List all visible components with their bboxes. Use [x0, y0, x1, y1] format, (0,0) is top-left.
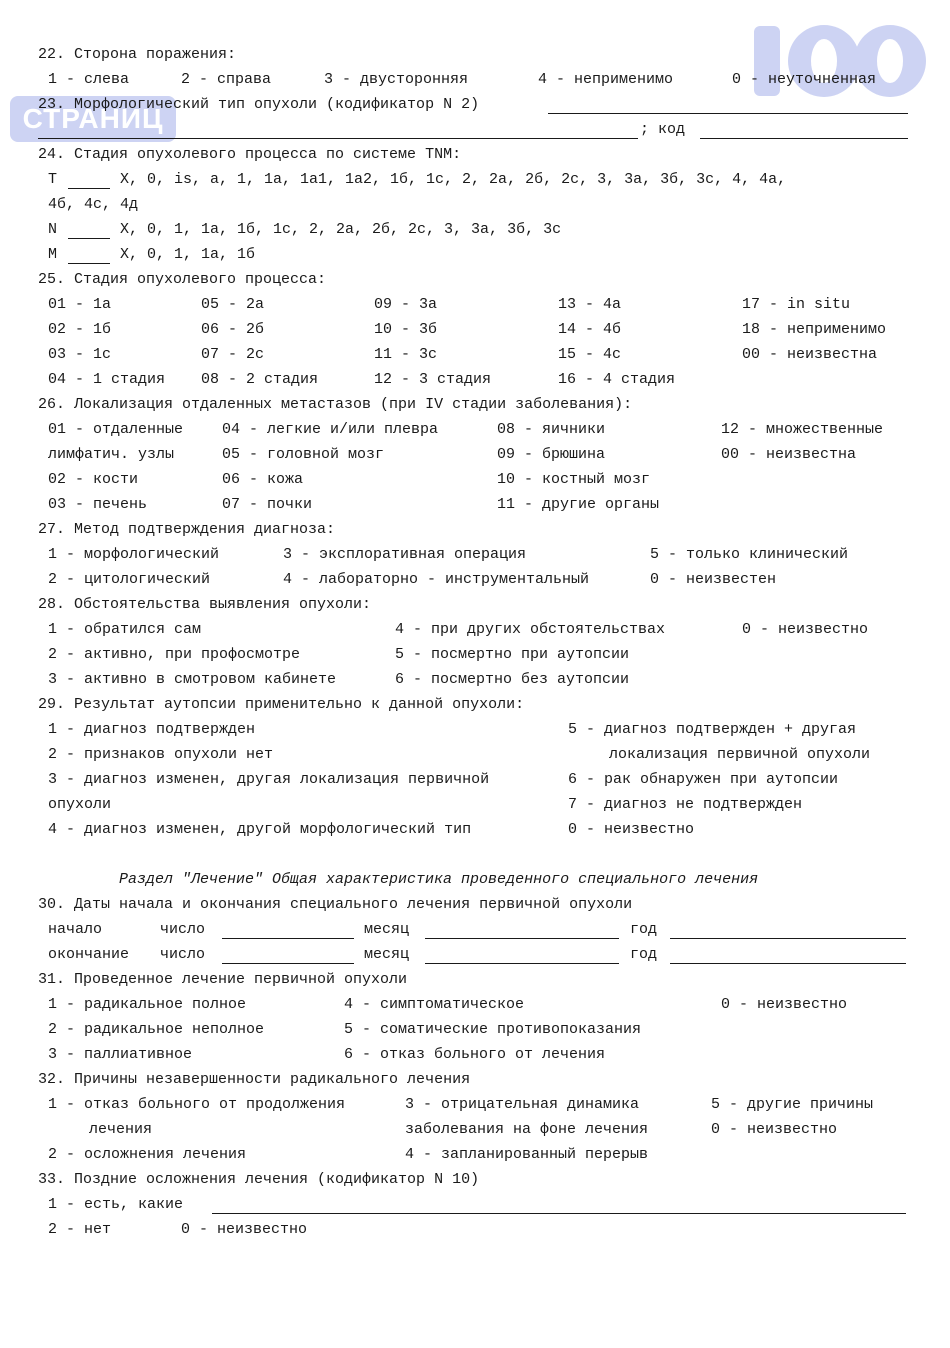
- s29-option: 2 - признаков опухоли нет: [48, 746, 274, 763]
- s22-option: 0 - неуточненная: [732, 71, 877, 88]
- s26-option: 00 - неизвестна: [721, 446, 857, 463]
- s22-option: 2 - справа: [181, 71, 272, 88]
- s22-title: 22. Сторона поражения:: [38, 46, 237, 63]
- s25-option: 17 - in situ: [742, 296, 851, 313]
- s24-t-values: X, 0, is, a, 1, 1a, 1a1, 1a2, 1б, 1c, 2, 2a, 2б, 2c, 3, 3a, 3б, 3c, 4, 4a,: [120, 171, 787, 188]
- s26-option: 05 - головной мозг: [222, 446, 385, 463]
- s27-option: 2 - цитологический: [48, 571, 211, 588]
- s25-option: 16 - 4 стадия: [558, 371, 676, 388]
- s23-type-field[interactable]: [548, 113, 908, 114]
- s22-option: 1 - слева: [48, 71, 130, 88]
- s25-option: 09 - 3a: [374, 296, 438, 313]
- s24-title: 24. Стадия опухолевого процесса по системе TNM:: [38, 146, 462, 163]
- logo-text: СТРАНИЦ: [22, 103, 164, 134]
- s28-option: 1 - обратился сам: [48, 621, 202, 638]
- s29-option: опухоли: [48, 796, 112, 813]
- s30-start-day-field[interactable]: [222, 938, 354, 939]
- s33-yes: 1 - есть, какие: [48, 1196, 184, 1213]
- s23-title: 23. Морфологический тип опухоли (кодификатор N 2): [38, 96, 480, 113]
- s24-m-field[interactable]: [68, 263, 110, 264]
- s26-option: 09 - брюшина: [497, 446, 606, 463]
- s25-title: 25. Стадия опухолевого процесса:: [38, 271, 327, 288]
- s32-option: 0 - неизвестно: [711, 1121, 838, 1138]
- s33-no: 2 - нет: [48, 1221, 112, 1238]
- s29-option: 6 - рак обнаружен при аутопсии: [568, 771, 839, 788]
- s30-end-label: окончание: [48, 946, 130, 963]
- s26-option: 02 - кости: [48, 471, 139, 488]
- s31-option: 3 - паллиативное: [48, 1046, 193, 1063]
- s29-option: 7 - диагноз не подтвержден: [568, 796, 803, 813]
- s27-option: 0 - неизвестен: [650, 571, 777, 588]
- s30-day-label: число: [160, 921, 206, 938]
- s25-option: 04 - 1 стадия: [48, 371, 166, 388]
- s24-m-label: M: [48, 246, 58, 263]
- s25-option: 05 - 2a: [201, 296, 265, 313]
- s30-month-label: месяц: [364, 946, 410, 963]
- s32-option: заболевания на фоне лечения: [405, 1121, 649, 1138]
- s26-option: 04 - легкие и/или плевра: [222, 421, 439, 438]
- s25-option: 13 - 4a: [558, 296, 622, 313]
- s30-end-day-field[interactable]: [222, 963, 354, 964]
- s24-m-values: X, 0, 1, 1a, 1б: [120, 246, 256, 263]
- s23-code-field[interactable]: [700, 138, 908, 139]
- s32-title: 32. Причины незавершенности радикального лечения: [38, 1071, 471, 1088]
- s32-option: 2 - осложнения лечения: [48, 1146, 247, 1163]
- s28-option: 6 - посмертно без аутопсии: [395, 671, 630, 688]
- s28-option: 5 - посмертно при аутопсии: [395, 646, 630, 663]
- s25-option: 01 - 1a: [48, 296, 112, 313]
- s26-option: 01 - отдаленные: [48, 421, 184, 438]
- s31-title: 31. Проведенное лечение первичной опухоли: [38, 971, 408, 988]
- s32-option: 5 - другие причины: [711, 1096, 874, 1113]
- s33-details-field[interactable]: [212, 1213, 906, 1214]
- s31-option: 6 - отказ больного от лечения: [344, 1046, 606, 1063]
- s29-title: 29. Результат аутопсии применительно к данной опухоли:: [38, 696, 525, 713]
- s30-month-label: месяц: [364, 921, 410, 938]
- s27-title: 27. Метод подтверждения диагноза:: [38, 521, 336, 538]
- s25-option: 14 - 4б: [558, 321, 622, 338]
- s25-option: 08 - 2 стадия: [201, 371, 319, 388]
- s25-option: 00 - неизвестна: [742, 346, 878, 363]
- s28-option: 4 - при других обстоятельствах: [395, 621, 666, 638]
- s26-option: 03 - печень: [48, 496, 148, 513]
- s29-option: 4 - диагноз изменен, другой морфологический тип: [48, 821, 472, 838]
- s26-option: лимфатич. узлы: [48, 446, 175, 463]
- s24-n-values: X, 0, 1, 1a, 1б, 1c, 2, 2a, 2б, 2c, 3, 3a, 3б, 3c: [120, 221, 562, 238]
- s23-type-field-line2[interactable]: [38, 138, 638, 139]
- s31-option: 4 - симптоматическое: [344, 996, 525, 1013]
- s32-option: 3 - отрицательная динамика: [405, 1096, 640, 1113]
- s29-option: локализация первичной опухоли: [609, 746, 871, 763]
- s24-t-field[interactable]: [68, 188, 110, 189]
- s32-option: лечения: [89, 1121, 153, 1138]
- s30-title: 30. Даты начала и окончания специального лечения первичной опухоли: [38, 896, 633, 913]
- s30-end-month-field[interactable]: [425, 963, 619, 964]
- s25-option: 06 - 2б: [201, 321, 265, 338]
- s33-unknown: 0 - неизвестно: [181, 1221, 308, 1238]
- s27-option: 1 - морфологический: [48, 546, 220, 563]
- s28-title: 28. Обстоятельства выявления опухоли:: [38, 596, 372, 613]
- s25-option: 03 - 1c: [48, 346, 112, 363]
- s27-option: 5 - только клинический: [650, 546, 849, 563]
- s31-option: 2 - радикальное неполное: [48, 1021, 265, 1038]
- s30-day-label: число: [160, 946, 206, 963]
- s24-n-field[interactable]: [68, 238, 110, 239]
- s29-option: 1 - диагноз подтвержден: [48, 721, 256, 738]
- s30-year-label: год: [630, 946, 658, 963]
- s27-option: 4 - лабораторно - инструментальный: [283, 571, 590, 588]
- section-heading: Раздел "Лечение" Общая характеристика проведенного специального лечения: [119, 871, 759, 888]
- s22-option: 4 - неприменимо: [538, 71, 674, 88]
- s29-option: 5 - диагноз подтвержден + другая: [568, 721, 857, 738]
- s33-title: 33. Поздние осложнения лечения (кодификатор N 10): [38, 1171, 480, 1188]
- s30-start-label: начало: [48, 921, 103, 938]
- s29-option: 3 - диагноз изменен, другая локализация первичной: [48, 771, 490, 788]
- s25-option: 15 - 4c: [558, 346, 622, 363]
- s26-option: 12 - множественные: [721, 421, 884, 438]
- s26-option: 07 - почки: [222, 496, 313, 513]
- s31-option: 1 - радикальное полное: [48, 996, 247, 1013]
- s25-option: 12 - 3 стадия: [374, 371, 492, 388]
- s26-option: 08 - яичники: [497, 421, 606, 438]
- s22-option: 3 - двусторонняя: [324, 71, 469, 88]
- s26-option: 10 - костный мозг: [497, 471, 651, 488]
- s27-option: 3 - эксплоративная операция: [283, 546, 527, 563]
- s23-code-label: ; код: [640, 121, 686, 138]
- s25-option: 02 - 1б: [48, 321, 112, 338]
- s24-t-values-cont: 4б, 4c, 4д: [48, 196, 139, 213]
- s26-option: 11 - другие органы: [497, 496, 660, 513]
- s30-end-year-field[interactable]: [670, 963, 906, 964]
- s26-option: 06 - кожа: [222, 471, 304, 488]
- s26-title: 26. Локализация отдаленных метастазов (при IV стадии заболевания):: [38, 396, 633, 413]
- s25-option: 11 - 3c: [374, 346, 438, 363]
- s25-option: 10 - 3б: [374, 321, 438, 338]
- s32-option: 1 - отказ больного от продолжения: [48, 1096, 346, 1113]
- s28-option: 0 - неизвестно: [742, 621, 869, 638]
- s28-option: 2 - активно, при профосмотре: [48, 646, 301, 663]
- s25-option: 18 - неприменимо: [742, 321, 887, 338]
- s32-option: 4 - запланированный перерыв: [405, 1146, 649, 1163]
- s31-option: 0 - неизвестно: [721, 996, 848, 1013]
- s25-option: 07 - 2c: [201, 346, 265, 363]
- s30-year-label: год: [630, 921, 658, 938]
- s29-option: 0 - неизвестно: [568, 821, 695, 838]
- s30-start-year-field[interactable]: [670, 938, 906, 939]
- s28-option: 3 - активно в смотровом кабинете: [48, 671, 337, 688]
- s24-n-label: N: [48, 221, 58, 238]
- s31-option: 5 - соматические противопоказания: [344, 1021, 642, 1038]
- s24-t-label: T: [48, 171, 58, 188]
- s30-start-month-field[interactable]: [425, 938, 619, 939]
